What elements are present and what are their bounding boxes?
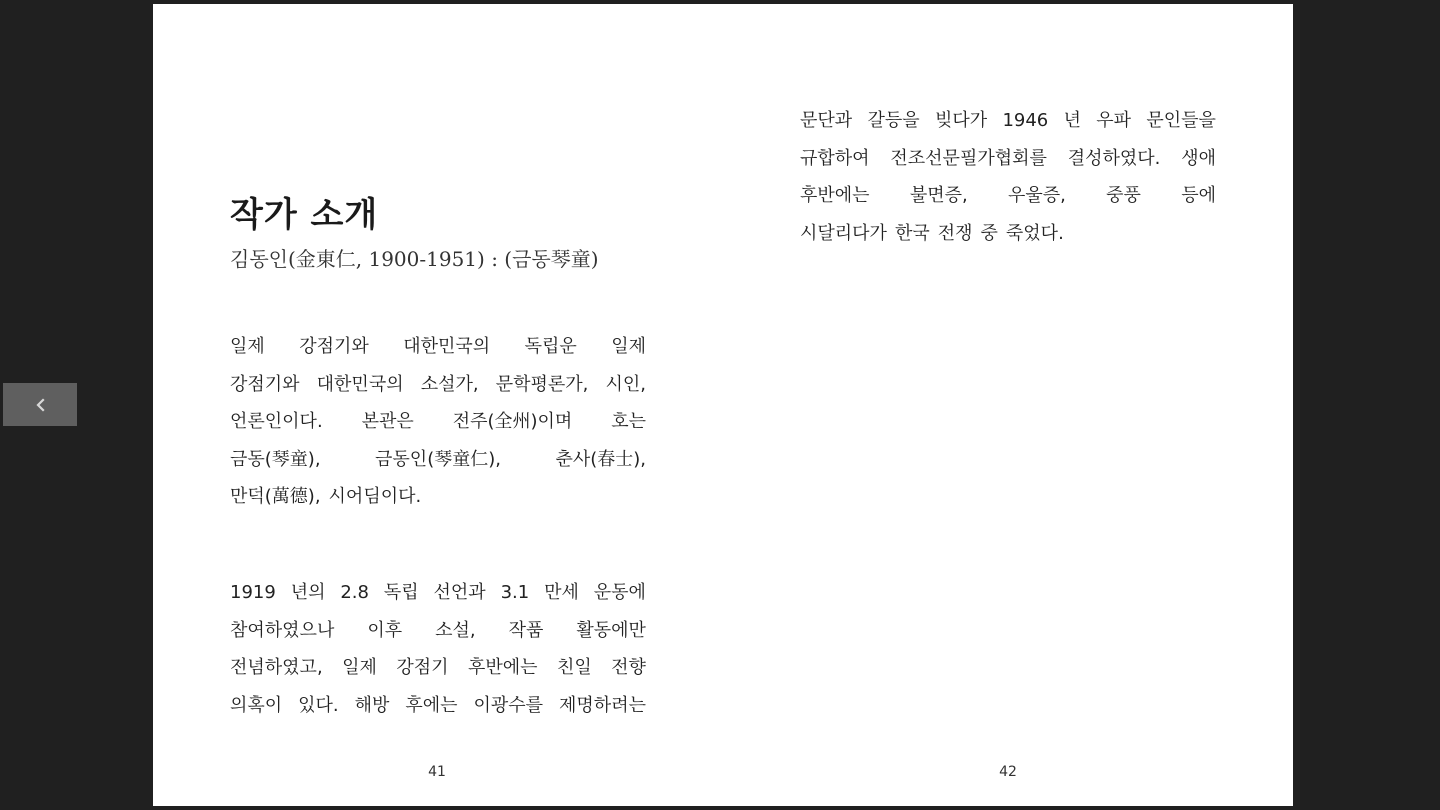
word: 일제 bbox=[230, 336, 265, 357]
word: 결성하였다. bbox=[1067, 147, 1161, 169]
text-line bbox=[230, 649, 646, 687]
word: 전향 bbox=[611, 657, 646, 678]
word: 언론인이다. bbox=[230, 411, 323, 432]
word: 만덕(萬德), bbox=[230, 486, 321, 507]
book-spread bbox=[153, 4, 1293, 806]
left-page bbox=[153, 4, 723, 806]
word: 후에는 bbox=[405, 694, 458, 716]
text-line bbox=[230, 366, 646, 404]
word: 춘사(春士), bbox=[555, 448, 646, 470]
text-line bbox=[800, 215, 1216, 253]
word: 생애 bbox=[1181, 147, 1216, 169]
text-line bbox=[230, 328, 646, 366]
word: 년의 bbox=[290, 582, 326, 603]
word: 금동인(琴童仁), bbox=[375, 448, 501, 470]
word: 활동에만 bbox=[576, 619, 646, 641]
word: 이광수를 bbox=[473, 694, 544, 716]
word: 본관은 bbox=[361, 411, 414, 432]
page-number-right: 42 bbox=[999, 764, 1017, 780]
word: 문인들을 bbox=[1146, 110, 1216, 131]
word: 전쟁 bbox=[937, 222, 973, 244]
word: 빚다가 bbox=[934, 110, 988, 131]
word: 문학평론가, bbox=[495, 373, 589, 395]
word: 운동에 bbox=[593, 582, 646, 603]
word: 강점기와 bbox=[299, 336, 369, 357]
text-line bbox=[230, 574, 646, 612]
word: 소설가, bbox=[420, 373, 479, 395]
text-line bbox=[230, 687, 646, 725]
author-history-paragraph bbox=[230, 574, 646, 724]
word: 등에 bbox=[1181, 185, 1216, 206]
text-line bbox=[230, 403, 646, 441]
word: 시인, bbox=[605, 373, 646, 395]
word: 년 bbox=[1063, 110, 1081, 131]
word: 우파 bbox=[1096, 110, 1132, 131]
word: 시어딤이다. bbox=[328, 486, 422, 507]
word: 한국 bbox=[894, 222, 930, 244]
word: 이후 bbox=[367, 619, 403, 641]
word: 1946 bbox=[1002, 110, 1049, 131]
word: 대한민국의 bbox=[403, 336, 491, 357]
word: 2.8 bbox=[340, 582, 369, 603]
word: 금동(琴童), bbox=[230, 448, 321, 470]
word: 독립운 bbox=[524, 336, 577, 357]
word: 전주(全州)이며 bbox=[452, 411, 573, 432]
word: 소설, bbox=[435, 619, 476, 641]
word: 중 bbox=[980, 222, 998, 244]
word: 갈등을 bbox=[867, 110, 920, 131]
word: 후반에는 bbox=[467, 657, 538, 678]
right-page bbox=[723, 4, 1293, 806]
word: 친일 bbox=[556, 657, 592, 678]
author-intro-paragraph bbox=[230, 328, 646, 516]
word: 문단과 bbox=[800, 110, 853, 131]
text-line bbox=[800, 140, 1216, 178]
text-line bbox=[230, 441, 646, 479]
word: 만세 bbox=[544, 582, 579, 603]
word: 1919 bbox=[230, 582, 276, 603]
word: 강점기 bbox=[396, 657, 449, 678]
word: 중풍 bbox=[1106, 185, 1141, 206]
previous-page-button[interactable] bbox=[3, 383, 77, 426]
word: 일제 bbox=[611, 336, 646, 357]
word: 참여하였으나 bbox=[230, 619, 335, 641]
word: 죽었다. bbox=[1005, 222, 1064, 244]
word: 3.1 bbox=[500, 582, 530, 603]
chevron-left-icon bbox=[34, 397, 46, 413]
word: 있다. bbox=[298, 694, 339, 716]
text-line bbox=[230, 478, 646, 516]
author-later-life-paragraph bbox=[800, 102, 1216, 252]
word: 불면증, bbox=[909, 185, 968, 206]
word: 작품 bbox=[508, 619, 544, 641]
word: 우울증, bbox=[1007, 185, 1066, 206]
word: 강점기와 bbox=[230, 373, 300, 395]
word: 해방 bbox=[354, 694, 390, 716]
word: 대한민국의 bbox=[316, 373, 404, 395]
word: 후반에는 bbox=[800, 185, 870, 206]
word: 독립 bbox=[383, 582, 419, 603]
text-line bbox=[800, 102, 1216, 140]
author-subtitle: 김동인(金東仁, 1900-1951) : (금동琴童) bbox=[230, 247, 599, 271]
word: 의혹이 bbox=[230, 694, 283, 716]
word: 전념하였고, bbox=[230, 657, 323, 678]
word: 선언과 bbox=[433, 582, 486, 603]
word: 제명하려는 bbox=[559, 694, 646, 716]
word: 시달리다가 bbox=[800, 222, 887, 244]
word: 규합하여 bbox=[800, 147, 870, 169]
page-title: 작가 소개 bbox=[230, 195, 379, 235]
text-line bbox=[800, 177, 1216, 215]
word: 전조선문필가협회를 bbox=[890, 147, 1047, 169]
page-number-left: 41 bbox=[428, 764, 446, 780]
word: 호는 bbox=[611, 411, 646, 432]
text-line bbox=[230, 612, 646, 650]
word: 일제 bbox=[342, 657, 377, 678]
